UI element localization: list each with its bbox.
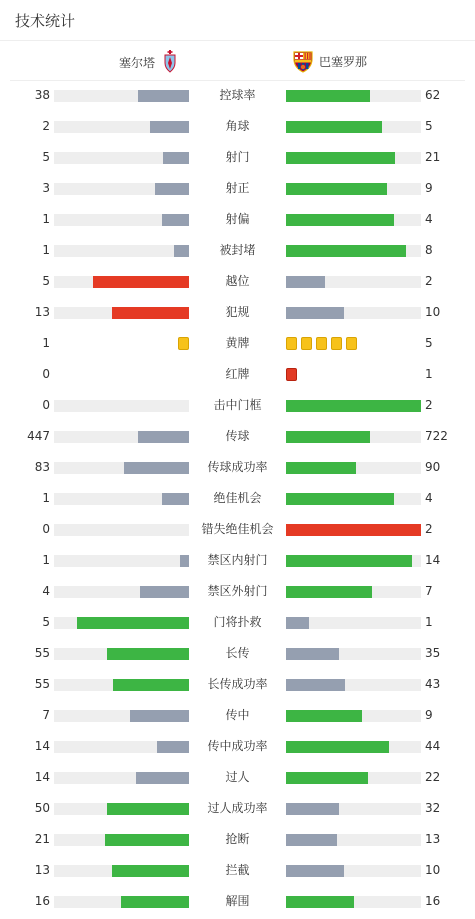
away-value: 8 (425, 243, 433, 257)
home-bar-track (54, 803, 189, 815)
stat-label: 禁区外射门 (207, 584, 268, 598)
away-bar-track (286, 741, 421, 753)
stat-label: 拦截 (225, 863, 250, 877)
home-bar-fill (124, 462, 189, 474)
away-bar-fill (286, 586, 372, 598)
away-bar-track (286, 524, 421, 536)
away-bar-fill (286, 865, 344, 877)
yellow-card-icon (331, 337, 342, 350)
home-value: 2 (42, 119, 50, 133)
away-bar-track (286, 307, 421, 319)
stat-row (0, 235, 475, 266)
home-bar-track (54, 555, 189, 567)
away-bar-track (286, 245, 421, 257)
home-bar-track (54, 152, 189, 164)
page-title: 技术统计 (15, 11, 76, 30)
home-value: 5 (42, 150, 50, 164)
stat-label: 射门 (225, 150, 250, 164)
stat-row (0, 731, 475, 762)
home-bar-track (54, 648, 189, 660)
stat-label: 过人成功率 (207, 801, 268, 815)
away-value: 10 (425, 863, 441, 877)
stat-row (0, 886, 475, 917)
away-value: 14 (425, 553, 441, 567)
stat-label: 长传成功率 (207, 677, 268, 691)
away-value: 35 (425, 646, 441, 660)
stat-row (0, 328, 475, 359)
home-team[interactable] (119, 50, 177, 74)
red-card-icon (286, 368, 297, 381)
away-bar-fill (286, 214, 394, 226)
away-value: 16 (425, 894, 441, 908)
away-bar-fill (286, 710, 362, 722)
stat-label: 传中成功率 (207, 739, 268, 753)
stat-row (0, 483, 475, 514)
away-bar-track (286, 121, 421, 133)
home-bar-track (54, 307, 189, 319)
away-bar-fill (286, 803, 339, 815)
home-bar-fill (162, 493, 189, 505)
stat-label: 犯规 (225, 305, 250, 319)
teams-header (10, 41, 465, 81)
home-bar-track (54, 896, 189, 908)
stat-row (0, 421, 475, 452)
stat-label: 控球率 (219, 88, 256, 102)
yellow-card-icon (178, 337, 189, 350)
away-bar-track (286, 865, 421, 877)
away-bar-fill (286, 183, 387, 195)
stat-row (0, 266, 475, 297)
away-value: 4 (425, 212, 433, 226)
stat-row (0, 390, 475, 421)
stat-label: 门将扑救 (213, 615, 262, 629)
away-bar-track (286, 710, 421, 722)
away-bar-fill (286, 555, 412, 567)
home-value: 14 (34, 770, 50, 784)
away-value: 13 (425, 832, 441, 846)
home-bar-fill (130, 710, 189, 722)
stat-row (0, 204, 475, 235)
home-bar-fill (112, 307, 189, 319)
home-bar-track (54, 741, 189, 753)
home-bar-track (54, 617, 189, 629)
stat-row (0, 638, 475, 669)
home-value: 13 (34, 863, 50, 877)
stat-label: 抢断 (225, 832, 250, 846)
home-value: 447 (27, 429, 50, 443)
home-bar-track (54, 586, 189, 598)
home-value: 1 (42, 491, 50, 505)
stat-row (0, 576, 475, 607)
away-bar-fill (286, 276, 325, 288)
away-bar-fill (286, 617, 309, 629)
home-value: 1 (42, 243, 50, 257)
away-value: 722 (425, 429, 448, 443)
home-bar-track (54, 493, 189, 505)
stat-label: 过人 (225, 770, 250, 784)
away-bar-fill (286, 772, 368, 784)
home-bar-track (54, 90, 189, 102)
home-bar-fill (93, 276, 189, 288)
away-bar-track (286, 803, 421, 815)
away-bar-track (286, 152, 421, 164)
away-bar-fill (286, 741, 389, 753)
stat-label: 黄牌 (225, 336, 250, 350)
stat-row (0, 545, 475, 576)
yellow-card-icon (286, 337, 297, 350)
home-value: 5 (42, 615, 50, 629)
home-value: 50 (34, 801, 50, 815)
away-value: 62 (425, 88, 441, 102)
away-bar-track (286, 555, 421, 567)
stat-row (0, 297, 475, 328)
stat-label: 传球成功率 (207, 460, 268, 474)
home-bar-fill (107, 648, 189, 660)
celta-crest-icon (163, 50, 177, 74)
away-bar-track (286, 617, 421, 629)
home-bar-fill (77, 617, 189, 629)
away-bar-track (286, 896, 421, 908)
home-bar-fill (138, 90, 189, 102)
away-value: 4 (425, 491, 433, 505)
stat-row (0, 452, 475, 483)
away-value: 5 (425, 336, 433, 350)
stat-label: 传中 (225, 708, 250, 722)
away-value: 10 (425, 305, 441, 319)
away-bar-track (286, 586, 421, 598)
away-value: 9 (425, 181, 433, 195)
away-value: 5 (425, 119, 433, 133)
away-bar-track (286, 462, 421, 474)
home-bar-track (54, 214, 189, 226)
stat-label: 射正 (225, 181, 250, 195)
stat-row (0, 607, 475, 638)
home-bar-fill (155, 183, 189, 195)
home-value: 13 (34, 305, 50, 319)
yellow-card-icon (301, 337, 312, 350)
home-value: 5 (42, 274, 50, 288)
away-team-name: 巴塞罗那 (319, 54, 368, 69)
home-bar-fill (105, 834, 189, 846)
home-bar-fill (112, 865, 189, 877)
away-bar-track (286, 214, 421, 226)
away-value: 9 (425, 708, 433, 722)
away-value: 1 (425, 615, 433, 629)
away-value: 7 (425, 584, 433, 598)
home-team-name: 塞尔塔 (118, 55, 155, 70)
stat-label: 越位 (225, 274, 250, 288)
home-value: 16 (34, 894, 50, 908)
away-bar-track (286, 90, 421, 102)
away-value: 1 (425, 367, 433, 381)
stat-label: 角球 (225, 119, 250, 133)
away-bar-track (286, 772, 421, 784)
away-bar-track (286, 648, 421, 660)
away-value: 22 (425, 770, 441, 784)
home-value: 1 (42, 212, 50, 226)
home-bar-track (54, 679, 189, 691)
yellow-card-icon (346, 337, 357, 350)
away-bar-fill (286, 679, 345, 691)
away-bar-track (286, 183, 421, 195)
stat-row (0, 80, 475, 111)
home-bar-track (54, 431, 189, 443)
away-team[interactable] (291, 49, 367, 73)
away-bar-fill (286, 524, 421, 536)
home-bar-fill (180, 555, 189, 567)
away-bar-fill (286, 493, 394, 505)
away-bar-track (286, 400, 421, 412)
home-bar-track (54, 772, 189, 784)
stat-label: 击中门框 (213, 398, 262, 412)
away-bar-fill (286, 152, 395, 164)
away-value: 90 (425, 460, 441, 474)
home-value: 55 (34, 677, 50, 691)
home-value: 1 (42, 336, 50, 350)
home-bar-fill (157, 741, 189, 753)
stat-row (0, 855, 475, 886)
home-bar-fill (138, 431, 189, 443)
home-value: 55 (34, 646, 50, 660)
home-bar-fill (121, 896, 189, 908)
home-bar-track (54, 276, 189, 288)
stat-row (0, 762, 475, 793)
stat-row (0, 359, 475, 390)
stat-label: 绝佳机会 (213, 491, 262, 505)
barcelona-crest-icon (291, 49, 315, 73)
away-value: 44 (425, 739, 441, 753)
away-value: 2 (425, 522, 433, 536)
section-header (0, 0, 475, 41)
away-bar-fill (286, 462, 356, 474)
stat-row (0, 111, 475, 142)
away-bar-track (286, 834, 421, 846)
stat-label: 错失绝佳机会 (201, 522, 274, 536)
away-value: 2 (425, 274, 433, 288)
away-bar-track (286, 679, 421, 691)
home-bar-track (54, 400, 189, 412)
away-bar-fill (286, 245, 406, 257)
home-value: 21 (34, 832, 50, 846)
home-bar-track (54, 834, 189, 846)
away-bar-fill (286, 834, 337, 846)
away-cards (286, 368, 297, 381)
stat-row (0, 669, 475, 700)
away-bar-fill (286, 307, 344, 319)
home-value: 7 (42, 708, 50, 722)
stat-label: 长传 (225, 646, 250, 660)
home-bar-fill (140, 586, 189, 598)
stat-row (0, 824, 475, 855)
home-bar-track (54, 524, 189, 536)
stat-label: 射偏 (225, 212, 250, 226)
stat-label: 红牌 (225, 367, 250, 381)
away-bar-fill (286, 400, 421, 412)
home-value: 0 (42, 398, 50, 412)
away-value: 32 (425, 801, 441, 815)
away-bar-fill (286, 648, 339, 660)
home-value: 4 (42, 584, 50, 598)
home-bar-track (54, 865, 189, 877)
home-bar-fill (107, 803, 189, 815)
home-bar-fill (136, 772, 189, 784)
home-value: 14 (34, 739, 50, 753)
away-value: 43 (425, 677, 441, 691)
stat-row (0, 173, 475, 204)
home-bar-fill (174, 245, 189, 257)
away-bar-fill (286, 896, 354, 908)
home-bar-fill (163, 152, 189, 164)
home-bar-track (54, 183, 189, 195)
home-value: 38 (34, 88, 50, 102)
stat-row (0, 700, 475, 731)
stat-row (0, 142, 475, 173)
home-cards (178, 337, 189, 350)
stat-row (0, 793, 475, 824)
home-bar-track (54, 462, 189, 474)
away-bar-track (286, 276, 421, 288)
yellow-card-icon (316, 337, 327, 350)
stat-label: 传球 (225, 429, 250, 443)
home-value: 0 (42, 367, 50, 381)
home-bar-track (54, 245, 189, 257)
away-bar-track (286, 431, 421, 443)
stat-label: 解围 (225, 894, 250, 908)
away-value: 2 (425, 398, 433, 412)
away-bar-track (286, 493, 421, 505)
away-bar-fill (286, 90, 370, 102)
home-value: 83 (34, 460, 50, 474)
away-bar-fill (286, 121, 382, 133)
home-bar-track (54, 121, 189, 133)
away-bar-fill (286, 431, 370, 443)
stat-label: 被封堵 (219, 243, 256, 257)
home-value: 1 (42, 553, 50, 567)
home-bar-track (54, 710, 189, 722)
away-value: 21 (425, 150, 441, 164)
home-bar-fill (150, 121, 189, 133)
stat-label: 禁区内射门 (207, 553, 268, 567)
home-bar-fill (113, 679, 189, 691)
home-bar-fill (162, 214, 189, 226)
away-cards (286, 337, 357, 350)
home-value: 3 (42, 181, 50, 195)
stat-row (0, 514, 475, 545)
home-value: 0 (42, 522, 50, 536)
